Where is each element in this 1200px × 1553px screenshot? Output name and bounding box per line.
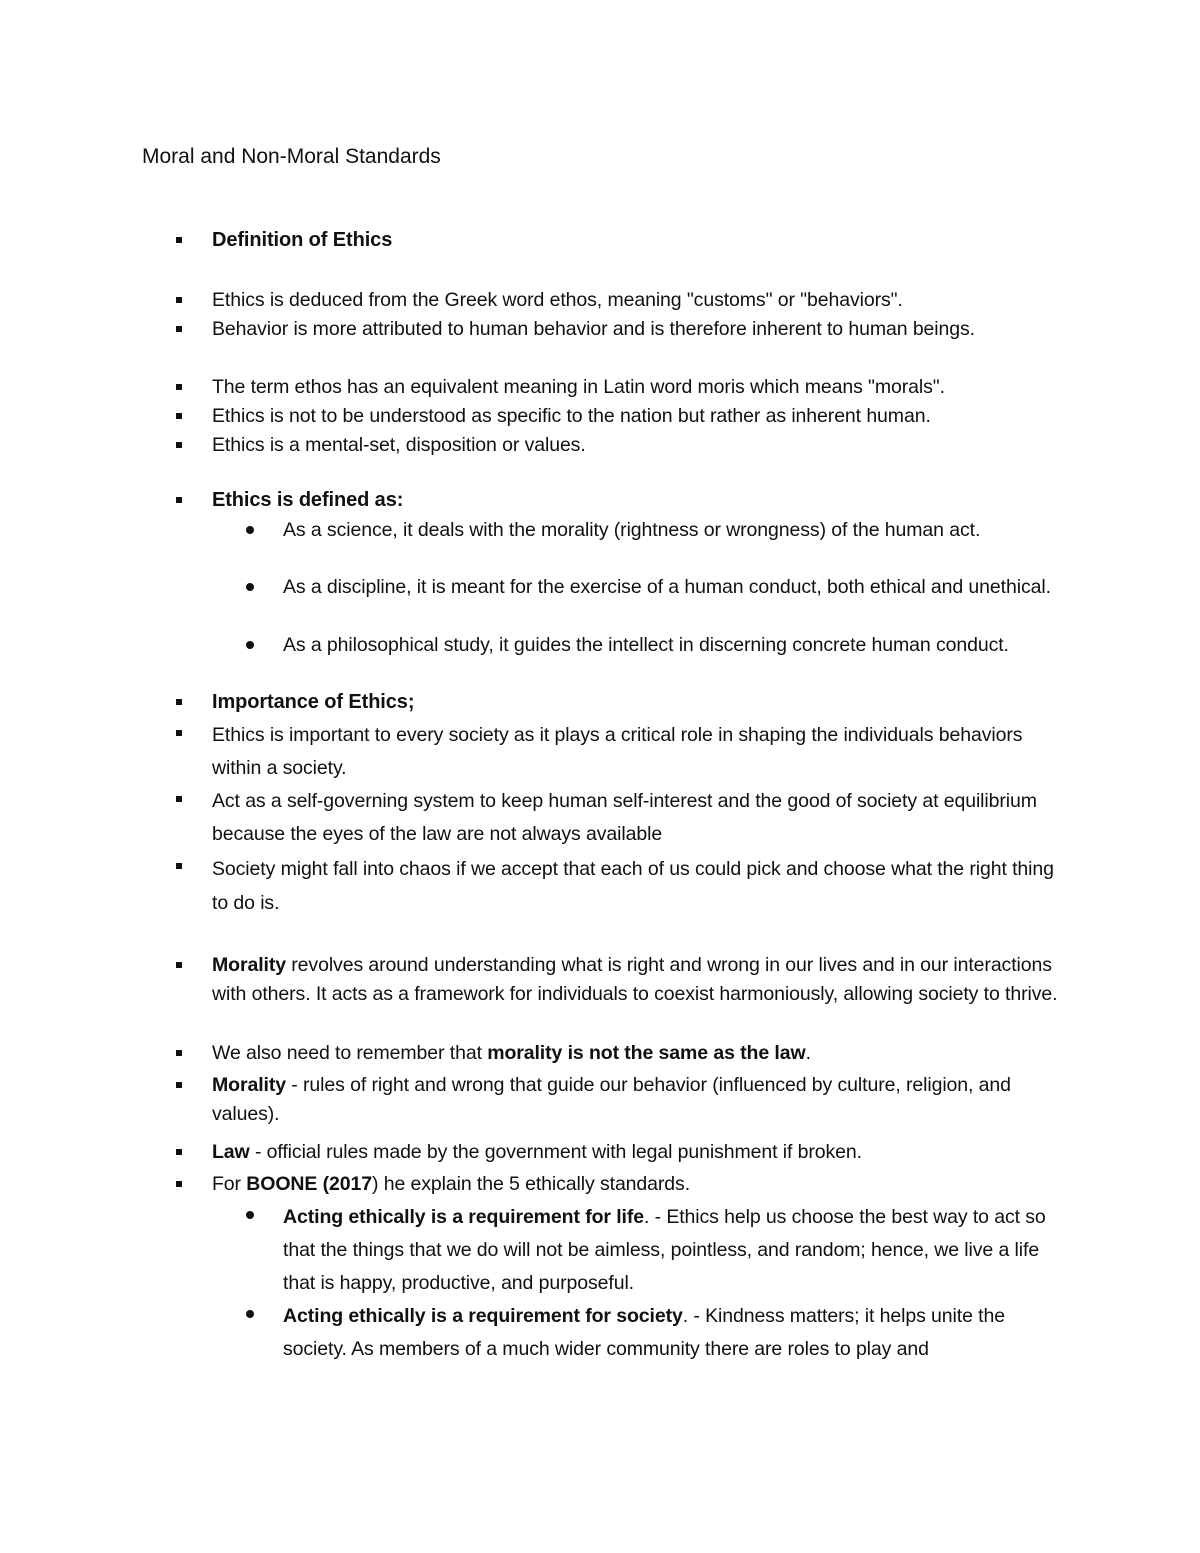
square-bullet-icon (176, 384, 182, 390)
list-item: Acting ethically is a requirement for society. - Kindness matters; it helps unite the society. As members of a much wider community there are roles to play and (283, 1300, 1063, 1366)
square-bullet-icon (176, 497, 182, 503)
importance-heading: Importance of Ethics; (212, 688, 1072, 717)
list-item: Morality - rules of right and wrong that guide our behavior (influenced by culture, religion, and values). (212, 1071, 1042, 1129)
square-bullet-icon (176, 1050, 182, 1056)
list-item: Ethics is not to be understood as specific to the nation but rather as inherent human. (212, 402, 1072, 431)
list-item: Society might fall into chaos if we accept that each of us could pick and choose what the right thing to do is. (212, 852, 1062, 920)
square-bullet-icon (176, 699, 182, 705)
square-bullet-icon (176, 1149, 182, 1155)
square-bullet-icon (176, 863, 182, 869)
list-item: Act as a self-governing system to keep human self-interest and the good of society at equilibrium because the eyes of the law are not always available (212, 785, 1042, 851)
round-bullet-icon (246, 1211, 254, 1219)
list-item: Ethics is deduced from the Greek word ethos, meaning "customs" or "behaviors". (212, 286, 1072, 315)
list-item: For BOONE (2017) he explain the 5 ethically standards. (212, 1170, 1072, 1199)
list-item: As a philosophical study, it guides the intellect in discerning concrete human conduct. (283, 631, 1043, 660)
definition-heading: Definition of Ethics (212, 226, 1072, 255)
list-item: The term ethos has an equivalent meaning in Latin word moris which means "morals". (212, 373, 1072, 402)
list-item: Ethics is important to every society as it plays a critical role in shaping the individuals behaviors within a society. (212, 719, 1042, 785)
square-bullet-icon (176, 962, 182, 968)
square-bullet-icon (176, 796, 182, 802)
round-bullet-icon (246, 1310, 254, 1318)
square-bullet-icon (176, 297, 182, 303)
list-item: Morality revolves around understanding what is right and wrong in our lives and in our interactions with others. It acts as a framework for individuals to coexist harmoniously, allowing society to thrive. (212, 951, 1062, 1009)
list-item: We also need to remember that morality is not the same as the law. (212, 1039, 1072, 1068)
page-title: Moral and Non-Moral Standards (142, 145, 441, 168)
round-bullet-icon (246, 583, 254, 591)
square-bullet-icon (176, 326, 182, 332)
round-bullet-icon (246, 641, 254, 649)
square-bullet-icon (176, 442, 182, 448)
square-bullet-icon (176, 413, 182, 419)
square-bullet-icon (176, 237, 182, 243)
square-bullet-icon (176, 730, 182, 736)
round-bullet-icon (246, 526, 254, 534)
list-item: Acting ethically is a requirement for life. - Ethics help us choose the best way to act so that the things that we do will not be aimless, pointless, and random; hence, we live a life that is happy, productive, and purposeful. (283, 1201, 1063, 1300)
list-item: Behavior is more attributed to human behavior and is therefore inherent to human beings. (212, 315, 1032, 344)
square-bullet-icon (176, 1181, 182, 1187)
defined-as-heading: Ethics is defined as: (212, 486, 1072, 515)
square-bullet-icon (176, 1082, 182, 1088)
list-item: As a science, it deals with the morality (rightness or wrongness) of the human act. (283, 516, 1053, 545)
list-item: Law - official rules made by the government with legal punishment if broken. (212, 1138, 1072, 1167)
list-item: Ethics is a mental-set, disposition or values. (212, 431, 1072, 460)
list-item: As a discipline, it is meant for the exercise of a human conduct, both ethical and unethical. (283, 573, 1063, 602)
